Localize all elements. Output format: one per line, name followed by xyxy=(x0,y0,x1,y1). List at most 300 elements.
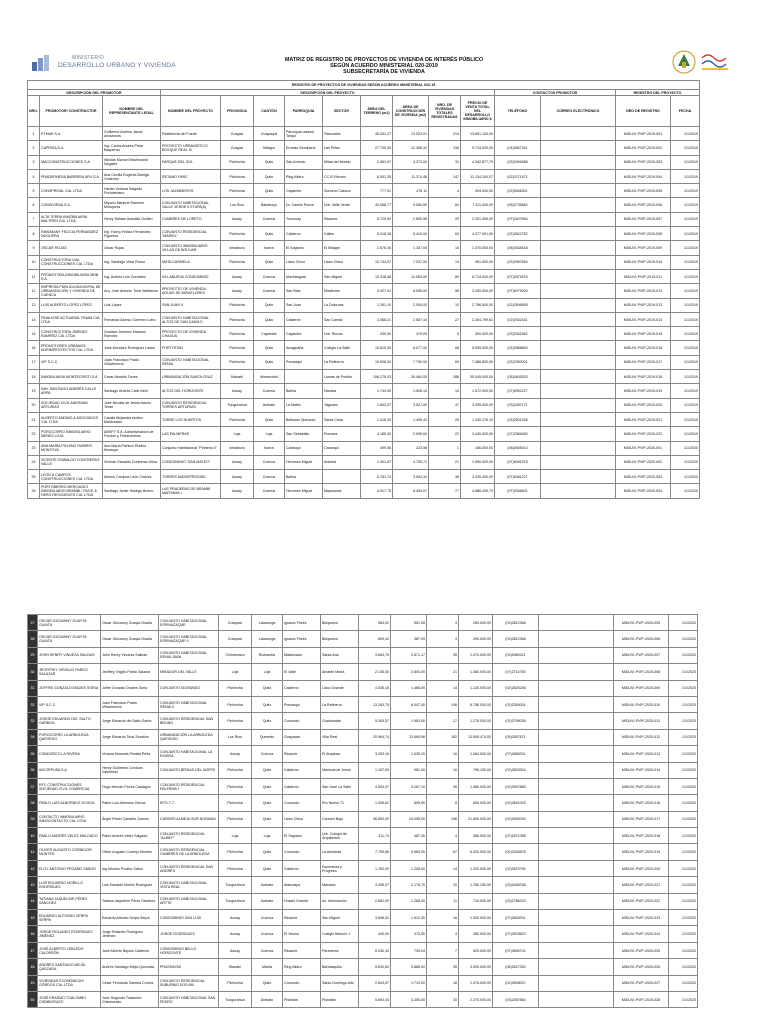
cell-8: 36.800,00 xyxy=(359,811,391,827)
cell-12 xyxy=(494,127,540,141)
cell-9: 26.464,00 xyxy=(392,370,428,384)
cell-15: 1/1/2020 xyxy=(669,991,698,1007)
cell-1: ANA MARÍA PICHINO RUBIRIS MONTOYA xyxy=(39,441,102,455)
cell-0: 36 xyxy=(28,762,38,778)
cell-8: 3.066,21 xyxy=(360,312,392,326)
cell-2: Nicolás Manuel Machinandi Nogales xyxy=(102,155,160,169)
column-header-3: NOMBRE DEL PROYECTO xyxy=(160,96,220,127)
cell-4: Imbabura xyxy=(220,441,253,455)
cell-3: CUMBRES DE LORETO xyxy=(160,212,220,226)
cell-13[interactable] xyxy=(539,762,614,778)
cell-13[interactable] xyxy=(540,212,615,226)
cell-13[interactable] xyxy=(539,893,614,909)
cell-2: Ing Alfonso Proaño Sabor xyxy=(101,860,159,876)
cell-14: MIDUVI-PVIP-2019-019 xyxy=(615,384,670,398)
cell-6: El Valle xyxy=(283,664,321,680)
cell-3: RETAMO PARC xyxy=(160,169,220,183)
cell-13[interactable] xyxy=(539,729,614,745)
table-row xyxy=(28,484,700,498)
cell-12: (02)2795036 xyxy=(493,713,539,729)
cell-7: CC El Recreo xyxy=(322,169,360,183)
cell-5: Quito xyxy=(253,184,284,198)
cell-4: Los Ríos xyxy=(219,729,252,745)
table-row xyxy=(28,355,700,369)
cell-13[interactable] xyxy=(539,991,614,1007)
cell-3: CONJUNTO HABITACIONAL ALTOS DE SAN CAMILO xyxy=(160,312,220,326)
cell-12: (02)2608007 xyxy=(493,975,539,991)
cell-6: El Sagrario xyxy=(284,241,322,255)
cell-11: 620.000,00 xyxy=(459,942,493,958)
column-header-5: CANTÓN xyxy=(253,96,284,127)
cell-2: Ing. Andrés Luis Gonzalez xyxy=(102,269,160,283)
cell-8: 330,00 xyxy=(360,327,392,341)
cell-13[interactable] xyxy=(540,470,615,484)
cell-12: (02)2345876 xyxy=(493,844,539,860)
cell-2: Oliver Augusto Cornejo Montes xyxy=(101,844,159,860)
cell-3: Conjunto Habitacional "Pinheria 4" xyxy=(160,441,220,455)
cell-9: 223,56 xyxy=(392,441,428,455)
cell-13[interactable] xyxy=(540,155,615,169)
cell-5: Latacunga xyxy=(252,631,283,647)
cell-15: 1/1/2020 xyxy=(669,844,698,860)
cell-7: Miraflores xyxy=(322,284,360,298)
cell-10: 30 xyxy=(427,991,459,1007)
ministry-emblem-icon xyxy=(30,52,52,74)
cell-13[interactable] xyxy=(539,795,614,811)
cell-7: Caranqui xyxy=(322,441,360,455)
cell-13[interactable] xyxy=(540,455,615,469)
cell-0: 26 xyxy=(28,484,40,498)
cell-14: MIDUVI-PVIP-2019-009 xyxy=(615,241,670,255)
cell-6: Baños xyxy=(284,384,322,398)
cell-0: 42 xyxy=(28,860,38,876)
cell-11: 7.466.800,00 xyxy=(460,355,494,369)
cell-11: 1.470.000,00 xyxy=(459,647,493,663)
cell-6: Pomasqui xyxy=(283,696,321,712)
cell-4: Pichincha xyxy=(220,412,253,426)
cell-5: Quevedo xyxy=(252,729,283,745)
cell-14: MIDUVI-PVIP-2020-005 xyxy=(614,615,669,631)
cell-2: Joffre Gonzalo Díades Soria xyxy=(101,680,159,696)
cell-8: 27.700,00 xyxy=(360,141,392,155)
cell-5: Quito xyxy=(252,844,283,860)
cell-13[interactable] xyxy=(540,441,615,455)
cell-10: 56 xyxy=(428,284,460,298)
cell-13[interactable] xyxy=(540,241,615,255)
cell-4: Pichincha xyxy=(219,795,252,811)
cell-13[interactable] xyxy=(540,341,615,355)
cell-11: 1.220.000,00 xyxy=(459,860,493,876)
cell-7: Mayancela xyxy=(322,484,360,498)
cell-7: Santo Domingo Alto xyxy=(321,975,359,991)
cell-13[interactable] xyxy=(539,844,614,860)
column-header-15: FECHA xyxy=(670,96,699,127)
cell-2: Luis Eduardo Morillo Rodríguez xyxy=(101,877,159,893)
cell-5: Cuenca xyxy=(253,484,284,498)
cell-2: Jorge Rolando Rodríguez Jiménez xyxy=(101,926,159,942)
cell-13[interactable] xyxy=(539,910,614,926)
table-row xyxy=(28,860,698,876)
cell-13[interactable] xyxy=(540,484,615,498)
cell-11: 3.449.000,00 xyxy=(460,427,494,441)
cell-11: 3.395.000,00 xyxy=(460,398,494,412)
cell-2: Henry Guillermo Córdova Valdivieso xyxy=(101,762,159,778)
cell-6: Calderón xyxy=(283,762,321,778)
cell-15: 1/1/2019 xyxy=(670,398,699,412)
cell-13[interactable] xyxy=(539,860,614,876)
cell-7: Colegio La Salle xyxy=(322,341,360,355)
cell-9: 1.357,00 xyxy=(392,241,428,255)
cell-9: 13.665,98 xyxy=(391,729,427,745)
cell-9: 1.912,30 xyxy=(391,910,427,926)
cell-13[interactable] xyxy=(540,384,615,398)
table-row xyxy=(28,778,698,794)
cell-5: Quito xyxy=(252,762,283,778)
cell-11: 11.134.200,07 xyxy=(460,169,494,183)
projects-table xyxy=(27,80,700,499)
cell-13[interactable] xyxy=(539,959,614,975)
cell-13[interactable] xyxy=(539,680,614,696)
cell-13[interactable] xyxy=(539,615,614,631)
cell-13[interactable] xyxy=(540,355,615,369)
cell-4: Imbabura xyxy=(220,241,253,255)
cell-14: MIDUVI-PVIP-2020-014 xyxy=(614,762,669,778)
cell-15: 1/1/2020 xyxy=(670,484,699,498)
cell-11: 1.276.000,00 xyxy=(459,713,493,729)
cell-13[interactable] xyxy=(539,811,614,827)
cell-10: 22 xyxy=(428,427,460,441)
cell-13[interactable] xyxy=(539,647,614,663)
cell-15: 1/1/2019 xyxy=(670,141,699,155)
cell-1: VIP S.C.C. xyxy=(38,696,101,712)
cell-1: CONSIVIENA S.A xyxy=(39,198,102,212)
table-row xyxy=(28,327,700,341)
cell-0: 12 xyxy=(28,284,40,298)
table-row xyxy=(28,269,700,283)
cell-13[interactable] xyxy=(540,370,615,384)
cell-9: 2.095,00 xyxy=(392,427,428,441)
cell-9: 981,00 xyxy=(391,762,427,778)
table-title: REGISTRO DE PROYECTOS DE VIVIENDAS SEGÚN ACUERDO MINISTERIAL 020-19 xyxy=(28,81,700,90)
cell-12: (05)2627330 xyxy=(493,959,539,975)
cell-15: 1/1/2019 xyxy=(670,341,699,355)
cell-13[interactable] xyxy=(539,631,614,647)
cell-11: 2.270.000,00 xyxy=(459,991,493,1007)
cell-15: 1/1/2019 xyxy=(670,312,699,326)
cell-6: Hermano Miguel xyxy=(284,455,322,469)
cell-13[interactable] xyxy=(540,141,615,155)
cell-6: Hermano Miguel xyxy=(284,484,322,498)
table-row xyxy=(28,155,700,169)
cell-10: 66 xyxy=(428,341,460,355)
cell-0: 45 xyxy=(28,910,38,926)
cell-4: Pichincha xyxy=(219,844,252,860)
column-header-1: PROMOTOR/ CONSTRUCTOR xyxy=(39,96,102,127)
cell-13[interactable] xyxy=(540,269,615,283)
cell-4: Azuay xyxy=(220,269,253,283)
cell-0: 16 xyxy=(28,341,40,355)
table-row xyxy=(28,811,698,827)
cell-13[interactable] xyxy=(540,427,615,441)
cell-8: 984,02 xyxy=(359,615,391,631)
cell-15: 1/1/2020 xyxy=(669,811,698,827)
cell-9: 5.410,00 xyxy=(392,227,428,241)
cell-8: 15.810,00 xyxy=(360,341,392,355)
cell-3: LAS PALMERAS xyxy=(160,427,220,441)
cell-3: LAS PRADERAS DE BRAMBI MARYAMA I xyxy=(160,484,220,498)
table-row xyxy=(28,893,698,909)
cell-10: 5 xyxy=(428,327,460,341)
table-body-continued xyxy=(28,615,698,1008)
cell-3: PARQUE DEL SOL xyxy=(160,155,220,169)
cell-4: Pichincha xyxy=(220,155,253,169)
cell-11: 9.714.000,00 xyxy=(460,141,494,155)
cell-10: 47 xyxy=(428,398,460,412)
page-gap xyxy=(0,582,768,614)
cell-1: ALTA TERRA INMOBILIARIA MALTREN CIA. LTDA. xyxy=(39,212,102,226)
cell-5: Montecristi xyxy=(253,370,284,384)
cell-14: MIDUVI-PVIP-2019-006 xyxy=(615,198,670,212)
cell-12: (07)2874576 xyxy=(494,269,540,283)
cell-2: Eduardo Alfonso Serpa Serpa xyxy=(101,910,159,926)
cell-4: Manabí xyxy=(219,959,252,975)
cell-8: 1.261,10 xyxy=(360,298,392,312)
cell-15: 1/1/2019 xyxy=(670,298,699,312)
cell-6: El Sagrario xyxy=(283,828,321,844)
cell-9: 6.077,00 xyxy=(392,341,428,355)
cell-2: Jorge Eduardo del Salto Garbo xyxy=(101,713,159,729)
cell-7: Macasto xyxy=(321,877,359,893)
cell-1: EMPRESA PÚBLICA MUNICIPAL DE URBANIZACIÓN Y VIVIENDA DE CUENCA xyxy=(40,284,101,297)
cell-2: John Henry Vinueza Salinas xyxy=(101,647,159,663)
cell-14: MIDUVI-PVIP-2020-007 xyxy=(614,647,669,663)
cell-8: 2.676,16 xyxy=(360,241,392,255)
cell-3: CONJUNTO RESIDENCIAL SAN ANDRÉS xyxy=(159,860,219,876)
table-row xyxy=(28,926,698,942)
cell-11: 1.780.150,00 xyxy=(459,877,493,893)
cell-8: 46.051,27 xyxy=(360,127,392,141)
cell-8: 3.664,75 xyxy=(359,647,391,663)
cell-0: 18 xyxy=(28,370,40,384)
cell-13[interactable] xyxy=(539,828,614,844)
cell-15: 1/1/2020 xyxy=(669,926,698,942)
cell-13[interactable] xyxy=(540,312,615,326)
cell-12: (02)2540024 xyxy=(493,811,539,827)
column-header-11: PRECIO DE VENTA TOTAL DEL DESARROLLO INMOBILIARIO $ xyxy=(460,96,494,127)
cell-7: Río Nuevo 71 xyxy=(321,795,359,811)
cell-15: 1/1/2020 xyxy=(669,795,698,811)
cell-8: 1.016,34 xyxy=(360,412,392,426)
cell-13[interactable] xyxy=(539,713,614,729)
cell-14: MIDUVI-PVIP-2020-023 xyxy=(614,910,669,926)
cell-15: 1/1/2020 xyxy=(670,470,699,484)
cell-4: Guayas xyxy=(220,127,253,141)
cell-13[interactable] xyxy=(540,255,615,269)
cell-5: Ambato xyxy=(252,877,283,893)
table-row xyxy=(28,312,700,326)
cell-8: 10.698,00 xyxy=(360,355,392,369)
cell-7: Pascuales xyxy=(322,127,360,141)
cell-5: Quito xyxy=(252,975,283,991)
cell-11: 300.000,00 xyxy=(460,327,494,341)
cell-15: 1/1/2019 xyxy=(670,127,699,141)
cell-2: Guillermo Avelino Jacob Amazonas xyxy=(102,127,160,141)
cell-11: 3.226.400,00 xyxy=(460,470,494,484)
cell-0: 7 xyxy=(28,212,40,226)
cell-1: SOCIEDAD CIVIL ANDINIAN ARTURIAS xyxy=(39,398,102,412)
cell-6: Ring Alfaro xyxy=(283,959,321,975)
table-row xyxy=(28,959,698,975)
cell-0: 11 xyxy=(28,269,40,283)
cell-12: (07)2860001 xyxy=(493,746,539,762)
cell-3: CONJUNTO HABITACIONAL RENIA II xyxy=(159,696,219,712)
cell-14: MIDUVI-PVIP-2020-021 xyxy=(614,877,669,893)
cell-13[interactable] xyxy=(540,169,615,183)
cell-9: 2.557,44 xyxy=(392,312,428,326)
cell-13[interactable] xyxy=(539,942,614,958)
cell-15: 1/1/2020 xyxy=(669,942,698,958)
cell-14: MIDUVI-PVIP-2020-016 xyxy=(614,795,669,811)
cell-13[interactable] xyxy=(539,664,614,680)
cell-2: Henry Raldan Astudillo Guillen xyxy=(102,212,160,226)
cell-8: 499,56 xyxy=(360,441,392,455)
cell-9: 10.063,00 xyxy=(392,269,428,283)
cell-7: Yaguarín xyxy=(322,398,360,412)
cell-8: 2.401,57 xyxy=(360,455,392,469)
cell-6: Calderón xyxy=(283,860,321,876)
cell-13[interactable] xyxy=(540,398,615,412)
table-row xyxy=(28,169,700,183)
cell-14: MIDUVI-PVIP-2019-016 xyxy=(615,341,670,355)
cell-15: 1/1/2020 xyxy=(669,647,698,663)
cell-14: MIDUVI-PVIP-2019-002 xyxy=(615,141,670,155)
cell-8: 2.681,00 xyxy=(359,893,391,909)
cell-4: Azuay xyxy=(220,212,253,226)
cell-5: Cuenca xyxy=(253,455,284,469)
table-row xyxy=(28,212,700,226)
cell-5: Cuenca xyxy=(252,746,283,762)
cell-13[interactable] xyxy=(540,198,615,212)
cell-8: 4.917,75 xyxy=(360,484,392,498)
cell-6: Caranqui xyxy=(284,441,322,455)
cell-3: PRASSAYAS xyxy=(159,959,219,975)
cell-11: 1.990.000,00 xyxy=(460,455,494,469)
ministry-logo xyxy=(30,50,210,80)
cell-4: Pichincha xyxy=(219,713,252,729)
cell-3: LOS JAZMINEROS xyxy=(160,184,220,198)
cell-8: 3.698,52 xyxy=(359,910,391,926)
cell-13[interactable] xyxy=(540,298,615,312)
cell-13[interactable] xyxy=(540,284,615,298)
cell-7: Pishilata xyxy=(321,991,359,1007)
cell-7: Av. Información xyxy=(321,893,359,909)
cell-5: Quito xyxy=(252,713,283,729)
cell-4: Azuay xyxy=(219,910,252,926)
group-contactos: CONTACTOS PROMOTOR xyxy=(494,90,615,96)
cell-0: 3 xyxy=(28,155,40,169)
cell-6: Ernesto Seminario xyxy=(284,141,322,155)
cell-6: La Matriz xyxy=(284,398,322,412)
cell-13[interactable] xyxy=(540,127,615,141)
cell-13[interactable] xyxy=(539,975,614,991)
cell-0: 49 xyxy=(28,975,38,991)
cell-13[interactable] xyxy=(539,926,614,942)
cell-15: 1/1/2020 xyxy=(669,729,698,745)
cell-5: Cuenca xyxy=(252,910,283,926)
cell-12: (07)2840001 xyxy=(493,910,539,926)
cell-13[interactable] xyxy=(539,746,614,762)
cell-1: INM. SANTIAGO ANDRÉS CALLE ARPA xyxy=(39,384,102,398)
cell-13[interactable] xyxy=(539,696,614,712)
cell-3: CAPARIS ALMEJA SUR NORMAN xyxy=(159,811,219,827)
ministry-line1: MINISTERIO xyxy=(72,55,105,61)
cell-1: PABLO LUIS ALBORNOZ OCHOA xyxy=(38,795,101,811)
cell-6: Llano Chico xyxy=(284,255,322,269)
cell-14: MIDUVI-PVIP-2020-003 xyxy=(615,470,670,484)
cell-5: Milagro xyxy=(253,141,284,155)
cell-10: 26 xyxy=(427,778,459,794)
cell-9: 479,09 xyxy=(392,327,428,341)
cell-4: Azuay xyxy=(220,484,253,498)
cell-9: 2.005,00 xyxy=(392,298,428,312)
table-row xyxy=(28,370,700,384)
cell-4: Pichincha xyxy=(219,680,252,696)
cell-4: Pichincha xyxy=(220,255,253,269)
cell-6: Guayacán xyxy=(283,729,321,745)
cell-10: 10 xyxy=(427,762,459,778)
cell-7 xyxy=(322,470,360,484)
cell-15: 1/1/2020 xyxy=(669,860,698,876)
cell-13[interactable] xyxy=(539,778,614,794)
cell-5: Quito xyxy=(253,155,284,169)
cell-9: 739,04 xyxy=(391,942,427,958)
cell-2: Gustavo Jimenez Mariano Ramírez xyxy=(102,327,160,341)
cell-3: CONJUNTO HABITACIONAL VALLE VERDE II ETAPA(6) xyxy=(160,198,220,212)
cell-2: Ana Cecilia Eugenia Barriga Gutiérrez xyxy=(102,169,160,183)
cell-10: 4 xyxy=(427,828,459,844)
cell-15: 1/1/2020 xyxy=(669,631,698,647)
cell-11: 1.476.000,00 xyxy=(459,975,493,991)
cell-2: Tatiana Jaqueline Pérez Sánchez xyxy=(101,893,159,909)
cell-4: Pichincha xyxy=(220,312,253,326)
cell-0: 27 xyxy=(28,615,38,631)
cell-14: MIDUVI-PVIP-2020-018 xyxy=(614,828,669,844)
cell-11: 4.377.591,00 xyxy=(460,227,494,241)
cell-12: (02)2829304 xyxy=(493,762,539,778)
cell-8: 5.630,60 xyxy=(359,959,391,975)
cell-14: MIDUVI-PVIP-2019-010 xyxy=(615,255,670,269)
cell-11: 1.580.000,00 xyxy=(459,778,493,794)
cell-11: 7.311.000,00 xyxy=(460,198,494,212)
cell-13[interactable] xyxy=(539,877,614,893)
cell-8: 2.643,57 xyxy=(359,975,391,991)
cell-7: Belquenui xyxy=(321,615,359,631)
cell-13[interactable] xyxy=(540,184,615,198)
column-header-9: ÁREA DE CONSTRUCCIÓN DE VIVIENDA (m2) xyxy=(392,96,428,127)
cell-5: Loja xyxy=(252,664,283,680)
cell-9: 1.468,50 xyxy=(391,680,427,696)
cell-8: 1.760,00 xyxy=(359,860,391,876)
cell-13[interactable] xyxy=(540,412,615,426)
cell-3: CONJUNTO HABITACIONAL RENIA xyxy=(160,355,220,369)
cell-14: MIDUVI-PVIP-2019-015 xyxy=(615,327,670,341)
cell-8: 6.501,35 xyxy=(360,169,392,183)
table-row xyxy=(28,127,700,141)
cell-10: 31 xyxy=(428,155,460,169)
cell-2: Ana María Pichinci Rubiris Montoya xyxy=(102,441,160,455)
cell-13[interactable] xyxy=(540,227,615,241)
cell-13[interactable] xyxy=(540,327,615,341)
